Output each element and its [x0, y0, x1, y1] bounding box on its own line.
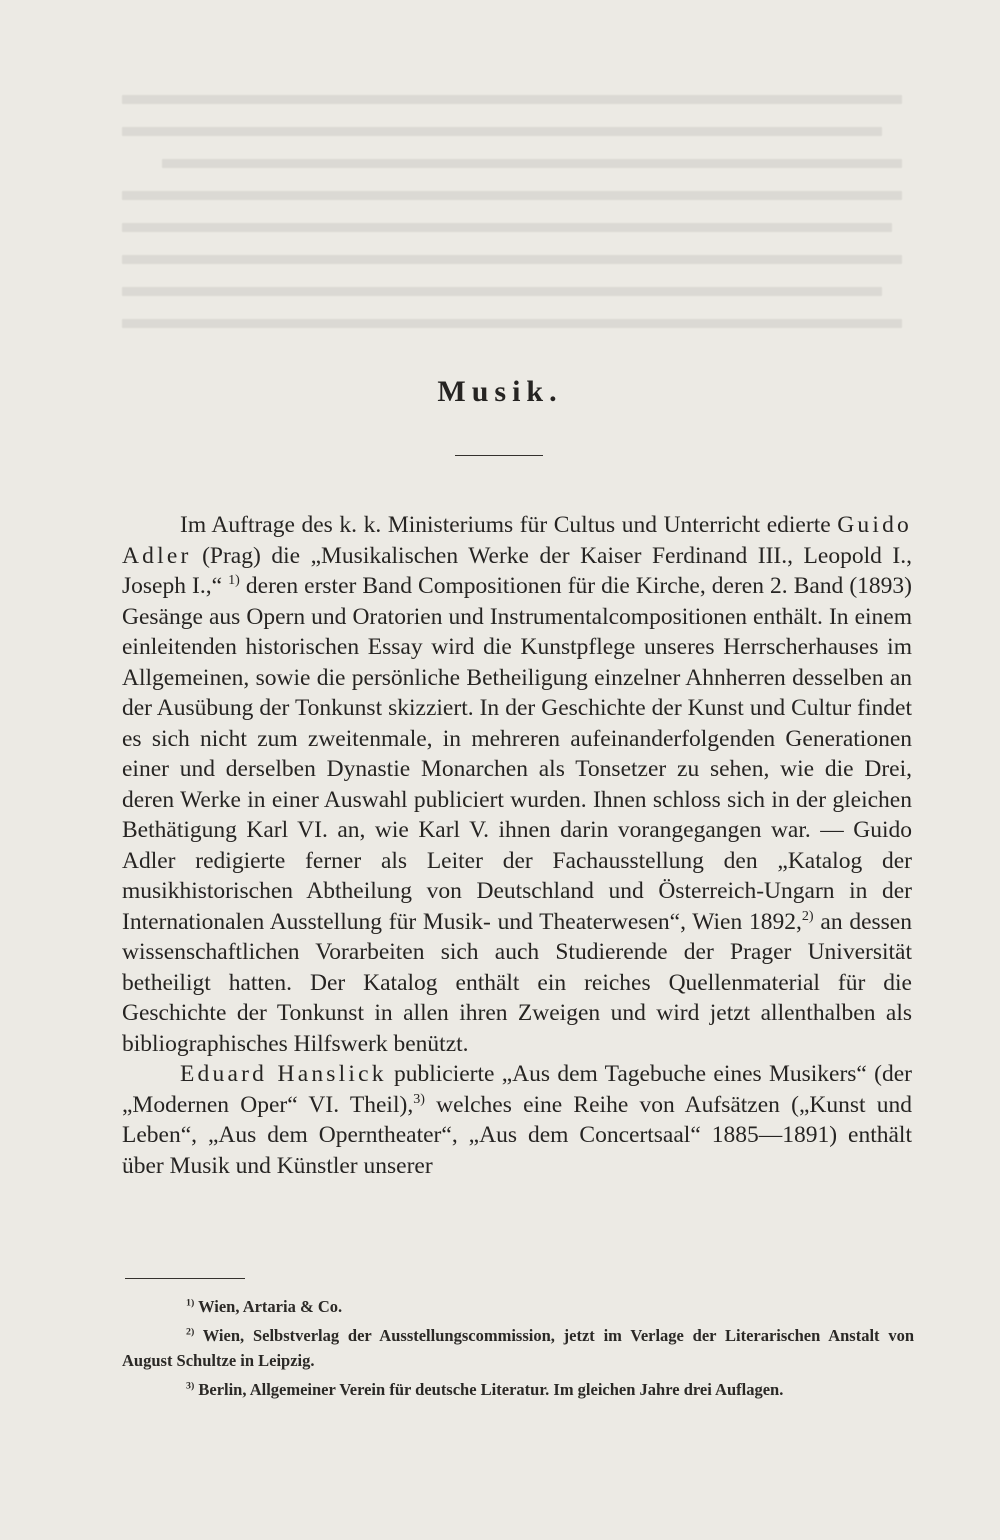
paragraph-2-part-b: welches eine Reihe von Aufsätzen („Kunst und Leben“, „Aus dem Operntheater“, „Aus dem Concertsaal“ 1885—1891) enthält über Musik und Künstler unserer: [122, 1091, 912, 1179]
paragraph-1-part-a: (Prag) die „Musikalischen Werke der Kaiser Ferdinand III., Leopold I., Joseph I.,“: [122, 542, 912, 599]
footnote-ref-1-number: 1: [228, 572, 236, 589]
paragraph-1: [122, 510, 912, 1059]
bleed-lines: [122, 95, 912, 395]
paragraph-1-part-c: an dessen wissenschaftlichen Vorarbeiten sich auch Studierende der Prager Universität betheiligt hatten. Der Katalog enthält ein reiches Quellenmaterial für die Geschichte der Tonkunst in allen ihren Zweigen und wird jetzt allenthalben als bibliographisches Hilfswerk benützt.: [122, 908, 912, 1057]
title-divider: [455, 455, 543, 456]
footnote-ref-3: 3): [413, 1090, 425, 1107]
footnote-3: [122, 1377, 914, 1402]
footnotes: [122, 1294, 914, 1406]
footnote-mark-1-number: 1: [186, 1297, 191, 1309]
author-name-eduard-hanslick: Eduard Hanslick: [180, 1061, 387, 1087]
footnote-ref-2-number: 2: [801, 907, 809, 924]
paragraph-1-lead: Im Auftrage des k. k. Ministeriums für Cultus und Unterricht edierte: [180, 512, 838, 538]
footnote-1-text: Wien, Artaria & Co.: [198, 1297, 343, 1316]
paragraph-2-part-a: publicierte „Aus dem Tagebuche eines Musikers“ (der „Modernen Oper“ VI. Theil),: [122, 1061, 912, 1118]
author-name-guido-adler: Guido Adler: [122, 512, 912, 569]
body-text: [122, 510, 912, 1181]
footnote-ref-3-number: 3: [413, 1090, 421, 1107]
footnote-mark-3-number: 3: [186, 1380, 191, 1392]
paragraph-2: [122, 1059, 912, 1181]
show-through-texture: [122, 95, 912, 403]
footnote-ref-2: 2): [801, 907, 814, 924]
footnote-2: [122, 1323, 914, 1373]
footnote-mark-3: 3): [186, 1380, 195, 1392]
footnote-3-text: Berlin, Allgemeiner Verein für deutsche Literatur. Im gleichen Jahre drei Auflagen.: [198, 1380, 784, 1399]
footnote-2-text: Wien, Selbstverlag der Ausstellungscommission, jetzt im Verlage der Literarischen Anstalt von August Schultze in Leipzig.: [122, 1326, 914, 1370]
paragraph-1-part-b: deren erster Band Compositionen für die Kirche, deren 2. Band (1893) Gesänge aus Opern und Oratorien und Instrumentalcompositionen enthält. In einem einleitenden historischen Essay wird die Kunstpflege unseres Herrscherhauses im Allgemeinen, sowie die persönliche Betheiligung einzelner Ahnherren desselben an der Ausübung der Tonkunst skizziert. In der Geschichte der Kunst und Cultur findet es sich nicht zum zweitenmale, in mehreren aufeinanderfolgenden Generationen einer und derselben Dynastie Monarchen als Tonsetzer zu sehen, wie die Drei, deren Werke in einer Auswahl publiciert wurden. Ihnen schloss sich in der gleichen Bethätigung Karl VI. an, wie Karl V. ihnen darin vorangegangen war. — Guido Adler redigierte ferner als Leiter der Fachausstellung den „Katalog der musikhistorischen Abtheilung von Deutschland und Österreich-Ungarn in der Internationalen Ausstellung für Musik- und Theaterwesen“, Wien 1892,: [122, 573, 912, 935]
footnote-1: [122, 1294, 914, 1319]
footnote-divider: [125, 1278, 245, 1279]
footnote-mark-2: 2): [186, 1326, 195, 1338]
page-title: Musik.: [437, 375, 563, 408]
footnote-mark-2-number: 2: [186, 1326, 191, 1338]
footnote-mark-1: 1): [186, 1297, 195, 1309]
footnote-ref-1: 1): [228, 572, 240, 589]
